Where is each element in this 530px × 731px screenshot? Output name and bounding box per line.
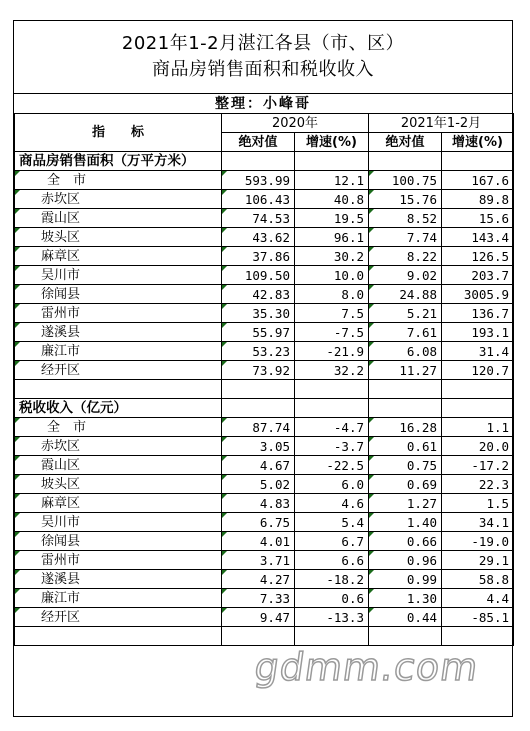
row-label bbox=[15, 247, 222, 266]
empty-cell bbox=[15, 380, 222, 399]
row-label-text: 雷州市 bbox=[41, 305, 81, 321]
value-g2021: 15.6 bbox=[442, 209, 514, 228]
value-g2020: -3.7 bbox=[295, 437, 369, 456]
cell-marker-icon bbox=[222, 456, 227, 461]
row-label bbox=[15, 228, 222, 247]
value-g2020: 0.6 bbox=[295, 589, 369, 608]
cell-marker-icon bbox=[222, 342, 227, 347]
empty-cell bbox=[442, 152, 514, 171]
value-v2021: 1.27 bbox=[369, 494, 442, 513]
spacer-row bbox=[15, 627, 514, 646]
row-label bbox=[15, 361, 222, 380]
header-2021: 2021年1-2月 bbox=[369, 114, 514, 133]
value-g2020: 4.6 bbox=[295, 494, 369, 513]
value-g2020: 6.0 bbox=[295, 475, 369, 494]
empty-cell bbox=[442, 627, 514, 646]
empty-cell bbox=[369, 399, 442, 418]
cell-marker-icon bbox=[15, 418, 20, 423]
value-g2021: 31.4 bbox=[442, 342, 514, 361]
cell-marker-icon bbox=[222, 494, 227, 499]
empty-cell bbox=[222, 380, 295, 399]
cell-marker-icon bbox=[15, 532, 20, 537]
cell-marker-icon bbox=[15, 342, 20, 347]
report-frame bbox=[13, 20, 513, 717]
row-label-text: 徐闻县 bbox=[41, 533, 81, 549]
value-v2021: 7.61 bbox=[369, 323, 442, 342]
table-row bbox=[15, 494, 514, 513]
table-row bbox=[15, 589, 514, 608]
cell-marker-icon bbox=[15, 475, 20, 480]
value-v2021: 0.61 bbox=[369, 437, 442, 456]
row-label bbox=[15, 551, 222, 570]
table-row bbox=[15, 285, 514, 304]
cell-marker-icon bbox=[222, 209, 227, 214]
cell-marker-icon bbox=[369, 171, 374, 176]
value-g2020: 5.4 bbox=[295, 513, 369, 532]
value-g2021: -19.0 bbox=[442, 532, 514, 551]
value-g2020: 10.0 bbox=[295, 266, 369, 285]
cell-marker-icon bbox=[369, 494, 374, 499]
header-growth-2020: 增速(%) bbox=[295, 133, 369, 152]
value-g2020: -4.7 bbox=[295, 418, 369, 437]
empty-cell bbox=[442, 380, 514, 399]
value-v2021: 6.08 bbox=[369, 342, 442, 361]
empty-cell bbox=[369, 627, 442, 646]
table-row bbox=[15, 304, 514, 323]
report-title-line1: 2021年1-2月湛江各县（市、区） bbox=[121, 33, 405, 54]
row-label-text: 经开区 bbox=[41, 609, 81, 625]
cell-marker-icon bbox=[15, 304, 20, 309]
table-row bbox=[15, 228, 514, 247]
table-row bbox=[15, 190, 514, 209]
row-label bbox=[15, 209, 222, 228]
value-g2020: 12.1 bbox=[295, 171, 369, 190]
data-table bbox=[14, 113, 514, 646]
value-g2021: 126.5 bbox=[442, 247, 514, 266]
row-label bbox=[15, 494, 222, 513]
cell-marker-icon bbox=[222, 475, 227, 480]
value-v2021: 24.88 bbox=[369, 285, 442, 304]
value-g2020: 6.7 bbox=[295, 532, 369, 551]
value-v2020: 9.47 bbox=[222, 608, 295, 627]
table-row bbox=[15, 247, 514, 266]
cell-marker-icon bbox=[222, 589, 227, 594]
cell-marker-icon bbox=[222, 285, 227, 290]
cell-marker-icon bbox=[369, 342, 374, 347]
value-g2020: 7.5 bbox=[295, 304, 369, 323]
value-g2021: 89.8 bbox=[442, 190, 514, 209]
watermark: gdmm.com bbox=[251, 645, 482, 689]
header-indicator: 指 标 bbox=[15, 114, 222, 152]
value-v2020: 109.50 bbox=[222, 266, 295, 285]
value-g2021: 193.1 bbox=[442, 323, 514, 342]
row-label-text: 遂溪县 bbox=[41, 571, 81, 587]
value-v2021: 9.02 bbox=[369, 266, 442, 285]
table-row bbox=[15, 361, 514, 380]
cell-marker-icon bbox=[222, 437, 227, 442]
value-v2020: 74.53 bbox=[222, 209, 295, 228]
value-v2020: 37.86 bbox=[222, 247, 295, 266]
value-g2021: -85.1 bbox=[442, 608, 514, 627]
value-g2021: 20.0 bbox=[442, 437, 514, 456]
value-v2021: 5.21 bbox=[369, 304, 442, 323]
compiler-credit: 整理：小峰哥 bbox=[14, 93, 512, 116]
value-v2021: 7.74 bbox=[369, 228, 442, 247]
value-v2021: 15.76 bbox=[369, 190, 442, 209]
cell-marker-icon bbox=[222, 247, 227, 252]
table-row bbox=[15, 532, 514, 551]
cell-marker-icon bbox=[369, 247, 374, 252]
row-label-text: 赤坎区 bbox=[41, 191, 81, 207]
cell-marker-icon bbox=[369, 266, 374, 271]
cell-marker-icon bbox=[369, 437, 374, 442]
cell-marker-icon bbox=[369, 589, 374, 594]
table-row bbox=[15, 513, 514, 532]
value-g2021: 120.7 bbox=[442, 361, 514, 380]
cell-marker-icon bbox=[222, 418, 227, 423]
cell-marker-icon bbox=[369, 228, 374, 233]
value-v2021: 0.66 bbox=[369, 532, 442, 551]
value-v2020: 4.83 bbox=[222, 494, 295, 513]
row-label-text: 麻章区 bbox=[41, 495, 81, 511]
row-label-text: 全 市 bbox=[47, 172, 87, 188]
cell-marker-icon bbox=[222, 513, 227, 518]
value-g2021: 136.7 bbox=[442, 304, 514, 323]
empty-cell bbox=[369, 380, 442, 399]
cell-marker-icon bbox=[15, 456, 20, 461]
value-v2021: 100.75 bbox=[369, 171, 442, 190]
row-label bbox=[15, 285, 222, 304]
cell-marker-icon bbox=[369, 285, 374, 290]
table-row bbox=[15, 171, 514, 190]
cell-marker-icon bbox=[15, 361, 20, 366]
row-label-text: 坡头区 bbox=[41, 229, 81, 245]
row-label bbox=[15, 437, 222, 456]
value-g2021: 167.6 bbox=[442, 171, 514, 190]
value-v2021: 0.69 bbox=[369, 475, 442, 494]
header-abs-2021: 绝对值 bbox=[369, 133, 442, 152]
table-row bbox=[15, 608, 514, 627]
cell-marker-icon bbox=[222, 608, 227, 613]
cell-marker-icon bbox=[15, 570, 20, 575]
row-label-text: 坡头区 bbox=[41, 476, 81, 492]
section-header-row bbox=[15, 399, 514, 418]
report-title-line2: 商品房销售面积和税收收入 bbox=[152, 59, 374, 80]
table-row bbox=[15, 437, 514, 456]
value-g2020: 6.6 bbox=[295, 551, 369, 570]
value-g2021: 3005.9 bbox=[442, 285, 514, 304]
row-label bbox=[15, 323, 222, 342]
cell-marker-icon bbox=[15, 285, 20, 290]
cell-marker-icon bbox=[222, 190, 227, 195]
value-v2021: 16.28 bbox=[369, 418, 442, 437]
value-g2020: 19.5 bbox=[295, 209, 369, 228]
value-g2021: 1.1 bbox=[442, 418, 514, 437]
value-g2021: 29.1 bbox=[442, 551, 514, 570]
cell-marker-icon bbox=[369, 190, 374, 195]
table-row bbox=[15, 551, 514, 570]
cell-marker-icon bbox=[222, 171, 227, 176]
cell-marker-icon bbox=[222, 551, 227, 556]
row-label-text: 廉江市 bbox=[41, 590, 81, 606]
value-g2020: 8.0 bbox=[295, 285, 369, 304]
cell-marker-icon bbox=[369, 570, 374, 575]
cell-marker-icon bbox=[369, 608, 374, 613]
row-label-text: 全 市 bbox=[47, 419, 87, 435]
value-v2020: 87.74 bbox=[222, 418, 295, 437]
table-row bbox=[15, 266, 514, 285]
value-g2021: -17.2 bbox=[442, 456, 514, 475]
value-v2020: 3.05 bbox=[222, 437, 295, 456]
row-label bbox=[15, 589, 222, 608]
value-v2020: 53.23 bbox=[222, 342, 295, 361]
empty-cell bbox=[222, 152, 295, 171]
cell-marker-icon bbox=[15, 323, 20, 328]
section-header-row bbox=[15, 152, 514, 171]
value-v2020: 4.27 bbox=[222, 570, 295, 589]
header-2020: 2020年 bbox=[222, 114, 369, 133]
value-v2021: 8.22 bbox=[369, 247, 442, 266]
value-v2021: 0.44 bbox=[369, 608, 442, 627]
value-v2020: 4.01 bbox=[222, 532, 295, 551]
empty-cell bbox=[295, 627, 369, 646]
section-title: 税收收入（亿元） bbox=[15, 399, 222, 418]
row-label bbox=[15, 456, 222, 475]
row-label-text: 霞山区 bbox=[41, 457, 81, 473]
cell-marker-icon bbox=[15, 551, 20, 556]
empty-cell bbox=[295, 380, 369, 399]
row-label-text: 霞山区 bbox=[41, 210, 81, 226]
cell-marker-icon bbox=[15, 494, 20, 499]
cell-marker-icon bbox=[15, 608, 20, 613]
value-v2021: 1.40 bbox=[369, 513, 442, 532]
table-row bbox=[15, 456, 514, 475]
cell-marker-icon bbox=[369, 304, 374, 309]
table-row bbox=[15, 475, 514, 494]
row-label-text: 赤坎区 bbox=[41, 438, 81, 454]
value-g2021: 58.8 bbox=[442, 570, 514, 589]
cell-marker-icon bbox=[369, 475, 374, 480]
value-g2020: 96.1 bbox=[295, 228, 369, 247]
value-g2020: -13.3 bbox=[295, 608, 369, 627]
row-label-text: 雷州市 bbox=[41, 552, 81, 568]
cell-marker-icon bbox=[222, 304, 227, 309]
cell-marker-icon bbox=[15, 437, 20, 442]
value-v2020: 7.33 bbox=[222, 589, 295, 608]
empty-cell bbox=[222, 627, 295, 646]
row-label bbox=[15, 608, 222, 627]
cell-marker-icon bbox=[222, 532, 227, 537]
value-v2021: 0.96 bbox=[369, 551, 442, 570]
value-g2021: 1.5 bbox=[442, 494, 514, 513]
value-v2020: 4.67 bbox=[222, 456, 295, 475]
row-label bbox=[15, 342, 222, 361]
header-growth-2021: 增速(%) bbox=[442, 133, 514, 152]
value-g2021: 4.4 bbox=[442, 589, 514, 608]
row-label-text: 麻章区 bbox=[41, 248, 81, 264]
value-g2021: 143.4 bbox=[442, 228, 514, 247]
empty-cell bbox=[442, 399, 514, 418]
cell-marker-icon bbox=[369, 456, 374, 461]
cell-marker-icon bbox=[369, 209, 374, 214]
value-v2020: 106.43 bbox=[222, 190, 295, 209]
spacer-row bbox=[15, 380, 514, 399]
table-row bbox=[15, 209, 514, 228]
cell-marker-icon bbox=[15, 513, 20, 518]
table-row bbox=[15, 342, 514, 361]
row-label-text: 遂溪县 bbox=[41, 324, 81, 340]
value-g2021: 203.7 bbox=[442, 266, 514, 285]
value-v2021: 8.52 bbox=[369, 209, 442, 228]
table-row bbox=[15, 570, 514, 589]
empty-cell bbox=[295, 152, 369, 171]
row-label-text: 吴川市 bbox=[41, 514, 81, 530]
value-g2020: 32.2 bbox=[295, 361, 369, 380]
value-v2020: 42.83 bbox=[222, 285, 295, 304]
cell-marker-icon bbox=[222, 266, 227, 271]
value-v2020: 6.75 bbox=[222, 513, 295, 532]
value-v2021: 0.75 bbox=[369, 456, 442, 475]
cell-marker-icon bbox=[15, 589, 20, 594]
header-abs-2020: 绝对值 bbox=[222, 133, 295, 152]
value-v2020: 73.92 bbox=[222, 361, 295, 380]
row-label bbox=[15, 266, 222, 285]
table-row bbox=[15, 323, 514, 342]
table-body bbox=[15, 114, 514, 646]
row-label bbox=[15, 304, 222, 323]
section-title: 商品房销售面积（万平方米） bbox=[15, 152, 222, 171]
empty-cell bbox=[369, 152, 442, 171]
cell-marker-icon bbox=[222, 323, 227, 328]
cell-marker-icon bbox=[222, 361, 227, 366]
cell-marker-icon bbox=[369, 532, 374, 537]
row-label-text: 吴川市 bbox=[41, 267, 81, 283]
cell-marker-icon bbox=[369, 551, 374, 556]
value-g2020: -7.5 bbox=[295, 323, 369, 342]
cell-marker-icon bbox=[15, 228, 20, 233]
row-label bbox=[15, 171, 222, 190]
row-label bbox=[15, 418, 222, 437]
value-v2020: 3.71 bbox=[222, 551, 295, 570]
value-g2021: 34.1 bbox=[442, 513, 514, 532]
row-label-text: 廉江市 bbox=[41, 343, 81, 359]
value-v2020: 43.62 bbox=[222, 228, 295, 247]
value-v2021: 1.30 bbox=[369, 589, 442, 608]
empty-cell bbox=[222, 399, 295, 418]
cell-marker-icon bbox=[15, 190, 20, 195]
cell-marker-icon bbox=[369, 361, 374, 366]
cell-marker-icon bbox=[15, 171, 20, 176]
value-v2020: 35.30 bbox=[222, 304, 295, 323]
value-v2020: 55.97 bbox=[222, 323, 295, 342]
value-g2020: -21.9 bbox=[295, 342, 369, 361]
value-v2020: 5.02 bbox=[222, 475, 295, 494]
row-label bbox=[15, 532, 222, 551]
cell-marker-icon bbox=[369, 323, 374, 328]
row-label-text: 经开区 bbox=[41, 362, 81, 378]
value-g2020: 30.2 bbox=[295, 247, 369, 266]
cell-marker-icon bbox=[222, 228, 227, 233]
value-g2021: 22.3 bbox=[442, 475, 514, 494]
cell-marker-icon bbox=[369, 418, 374, 423]
empty-cell bbox=[295, 399, 369, 418]
table-row bbox=[15, 418, 514, 437]
header-row-1 bbox=[15, 114, 514, 133]
cell-marker-icon bbox=[369, 513, 374, 518]
row-label bbox=[15, 190, 222, 209]
value-v2021: 11.27 bbox=[369, 361, 442, 380]
value-g2020: -22.5 bbox=[295, 456, 369, 475]
value-g2020: 40.8 bbox=[295, 190, 369, 209]
empty-cell bbox=[15, 627, 222, 646]
value-g2020: -18.2 bbox=[295, 570, 369, 589]
cell-marker-icon bbox=[15, 247, 20, 252]
row-label bbox=[15, 570, 222, 589]
cell-marker-icon bbox=[15, 209, 20, 214]
row-label-text: 徐闻县 bbox=[41, 286, 81, 302]
row-label bbox=[15, 475, 222, 494]
value-v2021: 0.99 bbox=[369, 570, 442, 589]
cell-marker-icon bbox=[222, 570, 227, 575]
row-label bbox=[15, 513, 222, 532]
cell-marker-icon bbox=[15, 266, 20, 271]
value-v2020: 593.99 bbox=[222, 171, 295, 190]
